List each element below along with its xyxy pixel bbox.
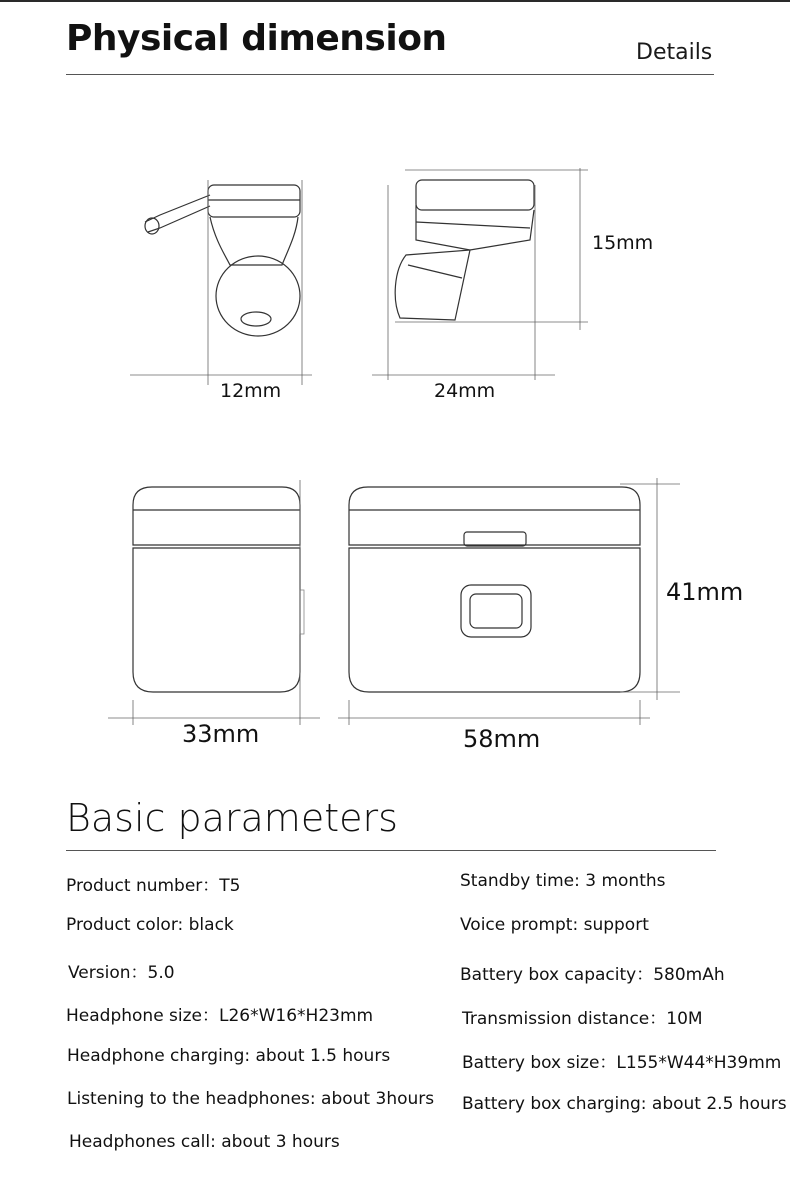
- section-title-basic-parameters: Basic parameters: [66, 796, 398, 840]
- param-version: Version：5.0: [68, 963, 175, 983]
- param-headphone-charging: Headphone charging: about 1.5 hours: [67, 1046, 391, 1066]
- param-headphone-size: Headphone size：L26*W16*H23mm: [66, 1006, 374, 1026]
- case-side-drawing: [108, 480, 320, 725]
- earbud-height-label: 15mm: [592, 232, 654, 254]
- case-height-label: 41mm: [666, 578, 744, 606]
- param-call-time: Headphones call: about 3 hours: [69, 1132, 340, 1152]
- param-voice-prompt: Voice prompt: support: [460, 915, 649, 935]
- details-label: Details: [636, 40, 713, 65]
- case-length-label: 58mm: [463, 725, 541, 753]
- param-product-color: Product color: black: [66, 915, 234, 935]
- section-divider-basic: [66, 850, 716, 851]
- case-depth-label: 33mm: [182, 720, 260, 748]
- earbud-width-label: 12mm: [220, 380, 282, 402]
- param-battery-box-size: Battery box size：L155*W44*H39mm: [462, 1053, 782, 1073]
- earbud-length-label: 24mm: [434, 380, 496, 402]
- param-listening-time: Listening to the headphones: about 3hours: [67, 1089, 435, 1109]
- param-battery-box-charging: Battery box charging: about 2.5 hours: [462, 1094, 787, 1114]
- section-title-physical-dimension: Physical dimension: [66, 18, 447, 59]
- earbud-front-drawing: [130, 180, 312, 385]
- case-front-drawing: [338, 478, 680, 725]
- param-transmission-distance: Transmission distance：10M: [462, 1009, 703, 1029]
- param-standby-time: Standby time: 3 months: [460, 871, 666, 891]
- param-product-number: Product number：T5: [66, 876, 241, 896]
- earbud-side-drawing: [372, 168, 588, 380]
- param-battery-capacity: Battery box capacity：580mAh: [460, 965, 725, 985]
